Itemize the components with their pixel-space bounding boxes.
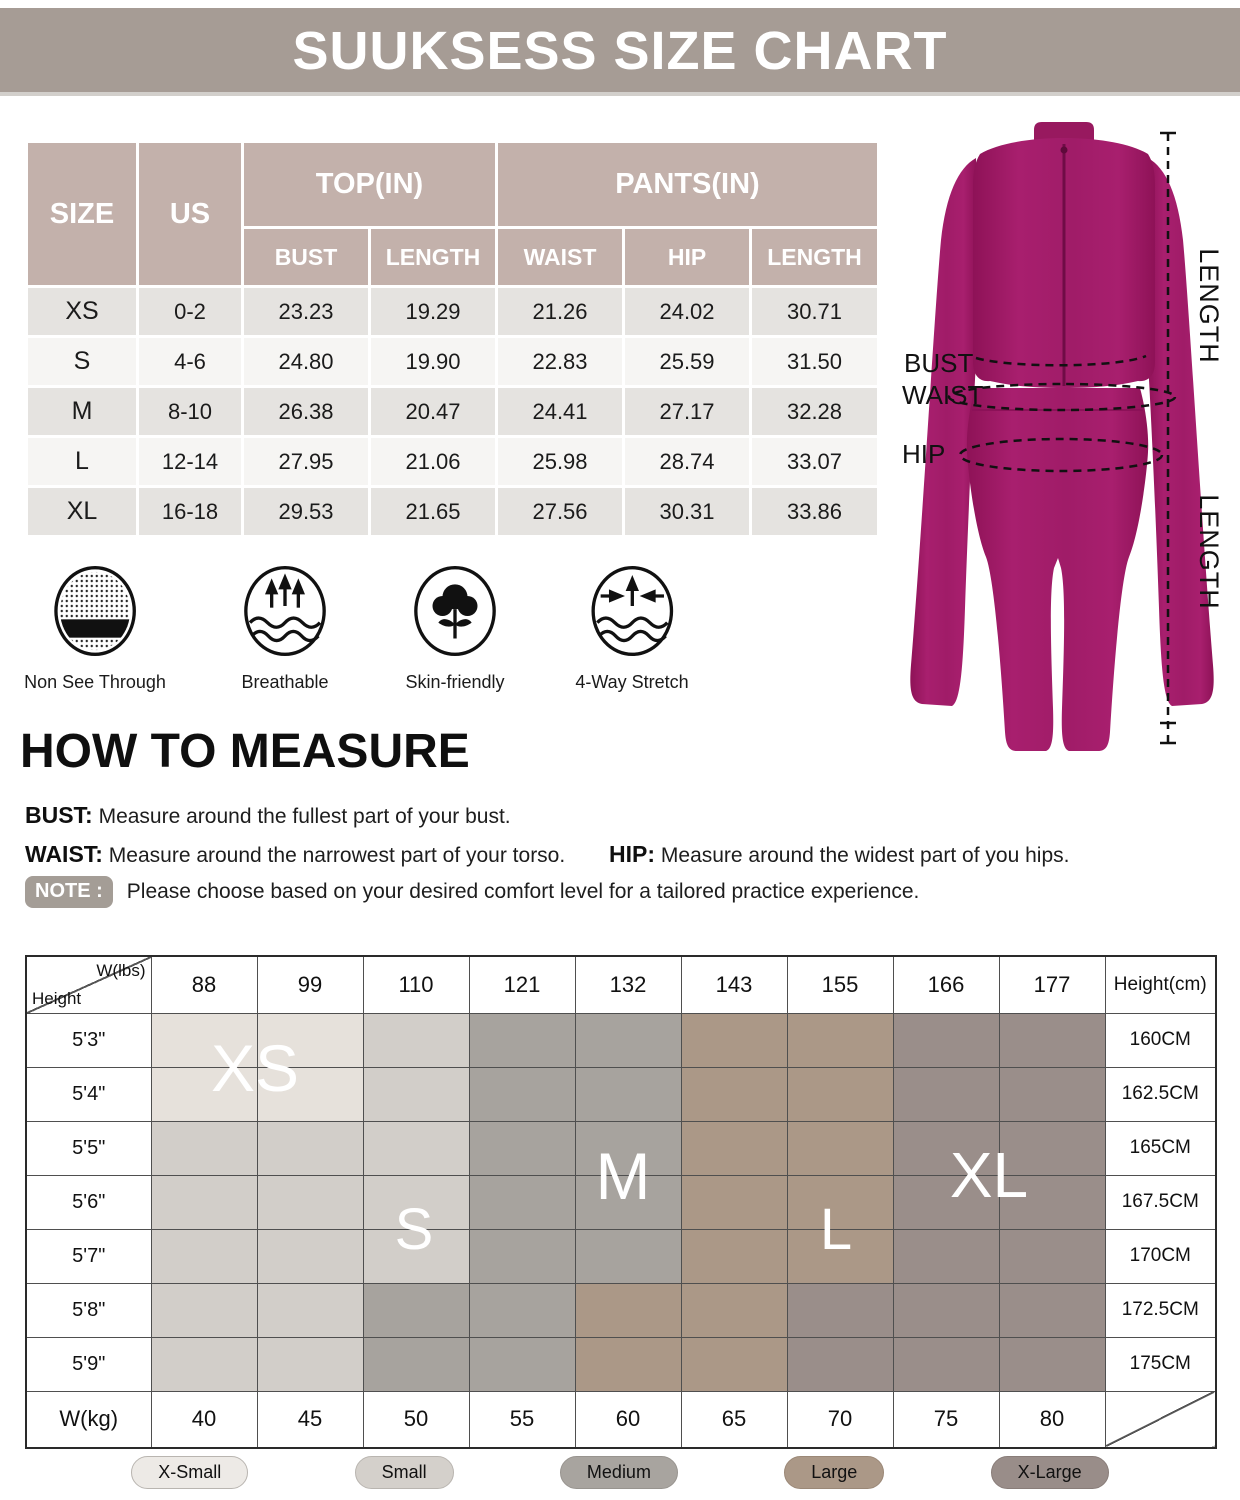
size-table-cell: 16-18 [139,488,241,535]
weight-kg-value: 65 [681,1391,787,1448]
size-zone-cell-L [681,1067,787,1121]
size-table-cell: 23.23 [244,288,368,335]
size-table-cell: 0-2 [139,288,241,335]
note-badge: NOTE : [25,876,113,908]
size-table-cell: 29.53 [244,488,368,535]
size-zone-cell-L [681,1013,787,1067]
size-zone-cell-XL [893,1229,999,1283]
grid-row-160CM [26,1013,1216,1067]
height-label: 5'8" [26,1283,151,1337]
size-zone-cell-XL [787,1337,893,1391]
size-zone-cell-M [469,1175,575,1229]
non-see-through-icon [45,556,145,666]
height-cm-value: 175CM [1105,1337,1216,1391]
feature-label: Non See Through [24,672,166,692]
feature-label: Breathable [241,672,329,692]
weight-lbs-header: 132 [575,956,681,1013]
feature-breathable [235,556,335,693]
size-zone-cell-L [681,1229,787,1283]
breathable-icon [235,556,335,666]
bust-instruction-label: BUST: [25,802,93,828]
zone-label-l: L [819,1197,853,1262]
size-table-cell: XL [28,488,136,535]
size-table-cell: 26.38 [244,388,368,435]
weight-kg-value: 75 [893,1391,999,1448]
size-table-cell: 21.06 [371,438,495,485]
corner-height-label: Height [32,988,82,1008]
size-table-cell: 32.28 [752,388,877,435]
height-label: 5'5" [26,1121,151,1175]
size-table-row-XL [28,488,877,535]
size-zone-cell-S [257,1283,363,1337]
height-label: 5'6" [26,1175,151,1229]
height-label: 5'9" [26,1337,151,1391]
size-zone-cell-XL [893,1013,999,1067]
size-zone-cell-XL [787,1283,893,1337]
page-title: SUUKSESS SIZE CHART [0,8,1240,96]
size-zone-cell-S [363,1067,469,1121]
note-row [25,876,919,908]
size-zone-cell-M [469,1229,575,1283]
size-table-subheader-bust: BUST [244,229,368,285]
height-cm-value: 165CM [1105,1121,1216,1175]
zone-label-m: M [595,1139,651,1213]
height-cm-value: 162.5CM [1105,1067,1216,1121]
size-table-cell: 19.90 [371,338,495,385]
size-zone-cell-L [681,1175,787,1229]
size-table-cell: 24.80 [244,338,368,385]
size-zone-cell-M [575,1229,681,1283]
weight-kg-value: 40 [151,1391,257,1448]
zone-label-xs: XS [210,1031,300,1105]
grid-row-162.5CM [26,1067,1216,1121]
size-table-cell: 30.71 [752,288,877,335]
size-table-cell: 27.56 [498,488,622,535]
size-table-subheader-top-length: LENGTH [371,229,495,285]
size-table-cell: 33.07 [752,438,877,485]
size-table-cell: 25.59 [625,338,749,385]
size-table-header-top: TOP(IN) [244,143,495,226]
grid-row-170CM [26,1229,1216,1283]
size-table-row-S [28,338,877,385]
height-label: 5'3" [26,1013,151,1067]
bust-measure-label: BUST [904,348,974,378]
size-zone-cell-S [363,1121,469,1175]
weight-lbs-header: 121 [469,956,575,1013]
hip-instruction-text: Measure around the widest part of you hips. [660,844,1070,867]
size-zone-cell-L [787,1121,893,1175]
size-zone-cell-M [469,1283,575,1337]
size-table-cell: S [28,338,136,385]
size-table-cell: 28.74 [625,438,749,485]
bust-instruction [25,802,511,829]
size-table-cell: 24.02 [625,288,749,335]
note-text: Please choose based on your desired comfort level for a tailored practice experience. [126,880,920,903]
weight-kg-value: 80 [999,1391,1105,1448]
size-legend [25,1456,1215,1489]
grid-kg-row [26,1391,1216,1448]
size-zone-cell-XL [999,1067,1105,1121]
size-zone-cell-S [151,1337,257,1391]
size-table-cell: 21.26 [498,288,622,335]
weight-lbs-header: 155 [787,956,893,1013]
size-table-subheader-hip: HIP [625,229,749,285]
weight-kg-value: 60 [575,1391,681,1448]
size-table-cell: 24.41 [498,388,622,435]
waist-instruction-label: WAIST: [25,841,103,867]
height-label: 5'4" [26,1067,151,1121]
size-zone-cell-M [363,1283,469,1337]
size-zone-cell-L [787,1067,893,1121]
size-table-cell: 27.95 [244,438,368,485]
four-way-stretch-icon [582,556,682,666]
how-to-measure-heading: HOW TO MEASURE [20,725,470,778]
weight-lbs-header: 99 [257,956,363,1013]
weight-kg-value: 45 [257,1391,363,1448]
garment-measure-figure [880,110,1240,800]
legend-pill-s: Small [355,1456,454,1489]
hip-instruction-label: HIP: [609,841,656,867]
size-zone-cell-L [787,1013,893,1067]
size-zone-cell-S [257,1229,363,1283]
skin-friendly-icon [405,556,505,666]
feature-skin-friendly [405,556,505,693]
height-label: 5'7" [26,1229,151,1283]
corner-weight-label: W(lbs) [96,961,146,980]
top-length-label: LENGTH [1194,248,1224,364]
feature-label: Skin-friendly [405,672,505,692]
size-table-cell: 33.86 [752,488,877,535]
size-table-header-size: SIZE [28,143,136,285]
size-table-header-us: US [139,143,241,285]
size-table-cell: XS [28,288,136,335]
size-zone-cell-XL [893,1283,999,1337]
height-weight-grid [25,955,1215,1450]
size-table-cell: 25.98 [498,438,622,485]
legend-pill-l: Large [784,1456,884,1489]
waist-measure-label: WAIST [902,380,984,410]
size-table-row-XS [28,288,877,335]
grid-corner-cell [26,956,151,1013]
size-zone-cell-M [575,1013,681,1067]
size-zone-cell-XL [893,1337,999,1391]
size-zone-cell-S [151,1175,257,1229]
size-zone-cell-XL [999,1337,1105,1391]
size-zone-cell-M [363,1337,469,1391]
zone-label-xl: XL [949,1139,1029,1211]
size-zone-cell-M [575,1067,681,1121]
legend-pill-m: Medium [560,1456,678,1489]
size-table-cell: 22.83 [498,338,622,385]
size-zone-cell-XL [999,1229,1105,1283]
weight-lbs-header: 88 [151,956,257,1013]
size-zone-cell-S [363,1013,469,1067]
feature-4-way-stretch [575,556,688,693]
feature-label: 4-Way Stretch [575,672,689,692]
height-cm-value: 170CM [1105,1229,1216,1283]
grid-diagonal-cell [1105,1391,1216,1448]
pants-length-label: LENGTH [1194,494,1224,610]
size-table-cell: 21.65 [371,488,495,535]
size-table-cell: 4-6 [139,338,241,385]
size-table-cell: L [28,438,136,485]
size-zone-cell-M [469,1121,575,1175]
size-zone-cell-XL [999,1283,1105,1337]
size-table [25,140,880,538]
legend-pill-xs: X-Small [131,1456,248,1489]
size-zone-cell-L [681,1283,787,1337]
height-cm-value: 160CM [1105,1013,1216,1067]
size-zone-cell-S [151,1229,257,1283]
height-cm-header: Height(cm) [1105,956,1216,1013]
size-table-subheader-pants-length: LENGTH [752,229,877,285]
weight-kg-value: 55 [469,1391,575,1448]
size-zone-cell-S [257,1175,363,1229]
size-zone-cell-L [681,1337,787,1391]
weight-lbs-header: 166 [893,956,999,1013]
size-zone-cell-L [681,1121,787,1175]
weight-lbs-header: 177 [999,956,1105,1013]
size-table-cell: 31.50 [752,338,877,385]
weight-kg-value: 50 [363,1391,469,1448]
size-zone-cell-M [469,1067,575,1121]
kg-label: W(kg) [26,1391,151,1448]
feature-icons-row [20,556,740,691]
size-table-row-M [28,388,877,435]
size-table-cell: 20.47 [371,388,495,435]
weight-lbs-header: 110 [363,956,469,1013]
size-table-cell: 19.29 [371,288,495,335]
legend-pill-xl: X-Large [991,1456,1109,1489]
size-zone-cell-S [151,1283,257,1337]
size-table-cell: M [28,388,136,435]
size-table-subheader-waist: WAIST [498,229,622,285]
size-table-header-pants: PANTS(IN) [498,143,877,226]
size-table-cell: 8-10 [139,388,241,435]
grid-row-172.5CM [26,1283,1216,1337]
grid-row-175CM [26,1337,1216,1391]
size-table-cell: 12-14 [139,438,241,485]
size-zone-cell-S [151,1121,257,1175]
size-zone-cell-L [575,1337,681,1391]
size-zone-cell-M [469,1337,575,1391]
size-zone-cell-XL [999,1013,1105,1067]
bust-instruction-text: Measure around the fullest part of your bust. [98,805,511,828]
height-cm-value: 167.5CM [1105,1175,1216,1229]
size-zone-cell-M [469,1013,575,1067]
height-cm-value: 172.5CM [1105,1283,1216,1337]
size-table-row-L [28,438,877,485]
size-zone-cell-S [257,1337,363,1391]
size-table-cell: 27.17 [625,388,749,435]
waist-hip-instruction [25,841,1069,868]
size-zone-cell-L [575,1283,681,1337]
size-zone-cell-S [257,1121,363,1175]
hip-measure-label: HIP [902,439,946,469]
size-table-cell: 30.31 [625,488,749,535]
size-zone-cell-XL [893,1067,999,1121]
weight-kg-value: 70 [787,1391,893,1448]
waist-instruction-text: Measure around the narrowest part of your torso. [108,844,566,867]
weight-lbs-header: 143 [681,956,787,1013]
feature-non-see-through [24,556,166,693]
leggings-illustration [967,388,1148,751]
zone-label-s: S [394,1197,434,1262]
